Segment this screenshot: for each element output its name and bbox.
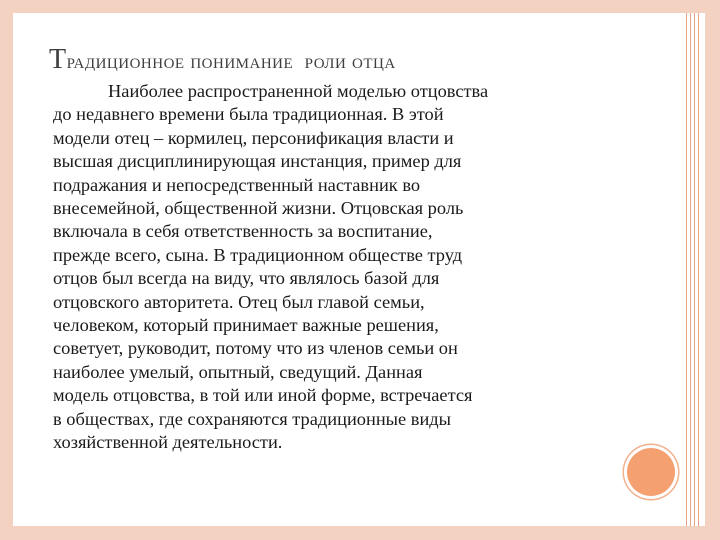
body-line: прежде всего, сына. В традиционном обществе труд <box>53 244 463 265</box>
body-line: включала в себя ответственность за воспитание, <box>53 221 433 242</box>
decorative-stripe <box>690 13 691 526</box>
body-line: наиболее умелый, опытный, сведущий. Данная <box>53 361 423 382</box>
body-line: советует, руководит, потому что из членов семьи он <box>53 338 458 359</box>
decorative-stripe <box>698 13 699 526</box>
decorative-stripe <box>686 13 687 526</box>
body-line: отцовского авторитета. Отец был главой семьи, <box>53 291 425 312</box>
title-first-letter: Т <box>49 44 67 75</box>
body-line: Наиболее распространенной моделью отцовства <box>108 81 489 101</box>
body-line: модель отцовства, в той или иной форме, встречается <box>53 385 473 406</box>
body-line: модели отец – кормилец, персонификация власти и <box>53 127 454 148</box>
body-line: подражания и непосредственный наставник во <box>53 174 421 195</box>
body-line: в обществах, где сохраняются традиционные виды <box>53 408 452 429</box>
body-line: хозяйственной деятельности. <box>53 432 283 453</box>
body-line: отцов был всегда на виду, что являлось базой для <box>53 268 440 289</box>
body-line: до недавнего времени была традиционная. В этой <box>53 104 444 125</box>
body-line: высшая дисциплинирующая инстанция, пример для <box>53 151 462 172</box>
title-text: радиционное понимание роли отца <box>66 49 396 73</box>
body-paragraph <box>53 80 623 455</box>
body-line: человеком, который принимает важные решения, <box>53 315 439 336</box>
decorative-stripe <box>694 13 695 526</box>
decorative-circle <box>627 448 675 496</box>
slide-title <box>49 46 396 74</box>
body-line: внесемейной, общественной жизни. Отцовская роль <box>53 198 464 219</box>
